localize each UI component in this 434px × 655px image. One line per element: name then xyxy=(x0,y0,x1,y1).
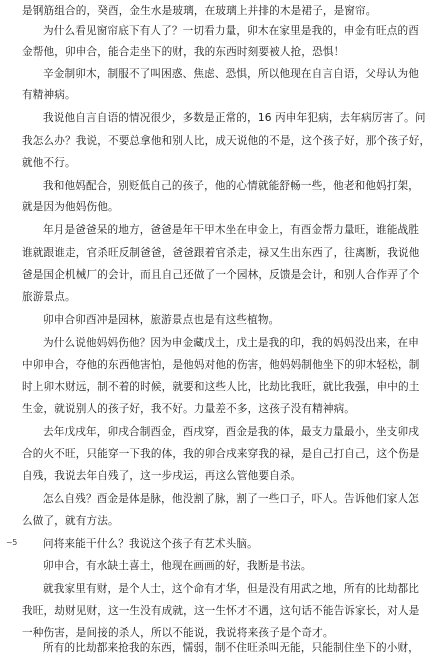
text-line: 旅游景点。 xyxy=(22,291,76,303)
text-line: 去年戊戌年，卯戌合制酉金，酉戌穿，酉金是我的体，最支力量最小，坐支卯戌 xyxy=(43,426,420,438)
text-line: 自残，我说去年自残了，这一步戌运，再这么管他要自杀。 xyxy=(22,470,302,482)
text-line: 卯申合卯酉冲是园林，旅游景点也是有这些植物。 xyxy=(43,314,280,326)
text-line: 我说他自言自语的情况很少，多数是正常的，16 丙申年犯病，去年病厉害了。问 xyxy=(43,112,426,124)
text-line: 为什么说他妈妈伤他？因为申金藏戊土，戊土是我的印，我的妈妈没出来，在申 xyxy=(43,337,420,349)
text-line: 为什么看见窗帘底下有人了？一切看力量，卯木在家里是我的，申金有旺点的酉 xyxy=(43,25,420,37)
text-line: 就我家里有财，是个人士，这个命有才华，但是没有用武之地，所有的比劫都比 xyxy=(43,583,420,595)
text-line: 就他不行。 xyxy=(22,157,76,169)
text-line: 我和他妈配合，别贬低自己的孩子，他的心情就能舒畅一些，他老和他妈打架， xyxy=(43,180,420,192)
text-line: 怎么自残？酉金是体是脉，他没割了脉，割了一些口子，吓人。告诉他们家人怎 xyxy=(43,493,420,505)
text-line: 中卯申合，夺他的东西他害怕，是他妈对他的伤害，他妈妈制他坐下的卯木轻松，制 xyxy=(22,359,420,371)
text-line: 辛金制卯木，制服不了叫困惑、焦虑、恐惧，所以他现在自言自语，父母认为他 xyxy=(43,68,420,80)
text-line: 就是因为他妈伤他。 xyxy=(22,201,119,213)
text-line: 所有的比劫都来抢我的东西，懦弱，制不住旺杀叫无能，只能制住坐下的小财， xyxy=(43,642,420,654)
text-line: 合的火不旺，只能穿一下我的体，我的卯合戌来穿我的禄，是自己打自己，这个伤是 xyxy=(22,448,420,460)
text-line: 一种伤害，是间接的杀人，所以不能说，我说将来孩子是个奇才。 xyxy=(22,627,334,639)
text-line: 么做了，就有方法。 xyxy=(22,515,119,527)
text-line: 我怎么办？我说，不要总拿他和别人比，成天说他的不是，这个孩子好，那个孩子好， xyxy=(22,135,431,147)
text-line: 卯申合，有水缺土喜土，他现在画画的好，我断是书法。 xyxy=(43,560,312,572)
text-line: 我旺，劫财见财，这一生没有成就，这一生怀才不遇，这句话不能告诉家长，对人是 xyxy=(22,605,420,617)
text-line: 问将来能干什么？我说这个孩子有艺术头脑。 xyxy=(43,538,258,550)
text-line: 时上卯木财远，制不着的时候，就要和这些人比，比劫比我旺，就比我强，申中的土 xyxy=(22,381,420,393)
text-line: 是钢筋组合的，癸酉，金生水是玻璃，在玻璃上并排的木是裙子，是窗帘。 xyxy=(22,5,377,17)
text-line: 生金，就说别人的孩子好，我不好。力量差不多，这孩子没有精神病。 xyxy=(22,403,356,415)
text-line: 谁就跟谁走，官杀旺反制爸爸，爸爸跟着官杀走，禄又生出东西了，往离断，我说他 xyxy=(22,247,420,259)
margin-mark: ~5 xyxy=(6,538,17,547)
text-line: 年月是爸爸呆的地方，爸爸是年干甲木坐在申金上，有酉金帮力量旺，谁能战胜 xyxy=(43,224,420,236)
text-line: 爸是国企机械厂的会计，而且自己还做了一个园林，反馈是会计，和别人合作弄了个 xyxy=(22,269,420,281)
text-line: 金帮他，卯申合，能合走坐下的财，我的东西时刻要被人抢，恐惧！ xyxy=(22,46,345,58)
text-line: 有精神病。 xyxy=(22,89,76,101)
